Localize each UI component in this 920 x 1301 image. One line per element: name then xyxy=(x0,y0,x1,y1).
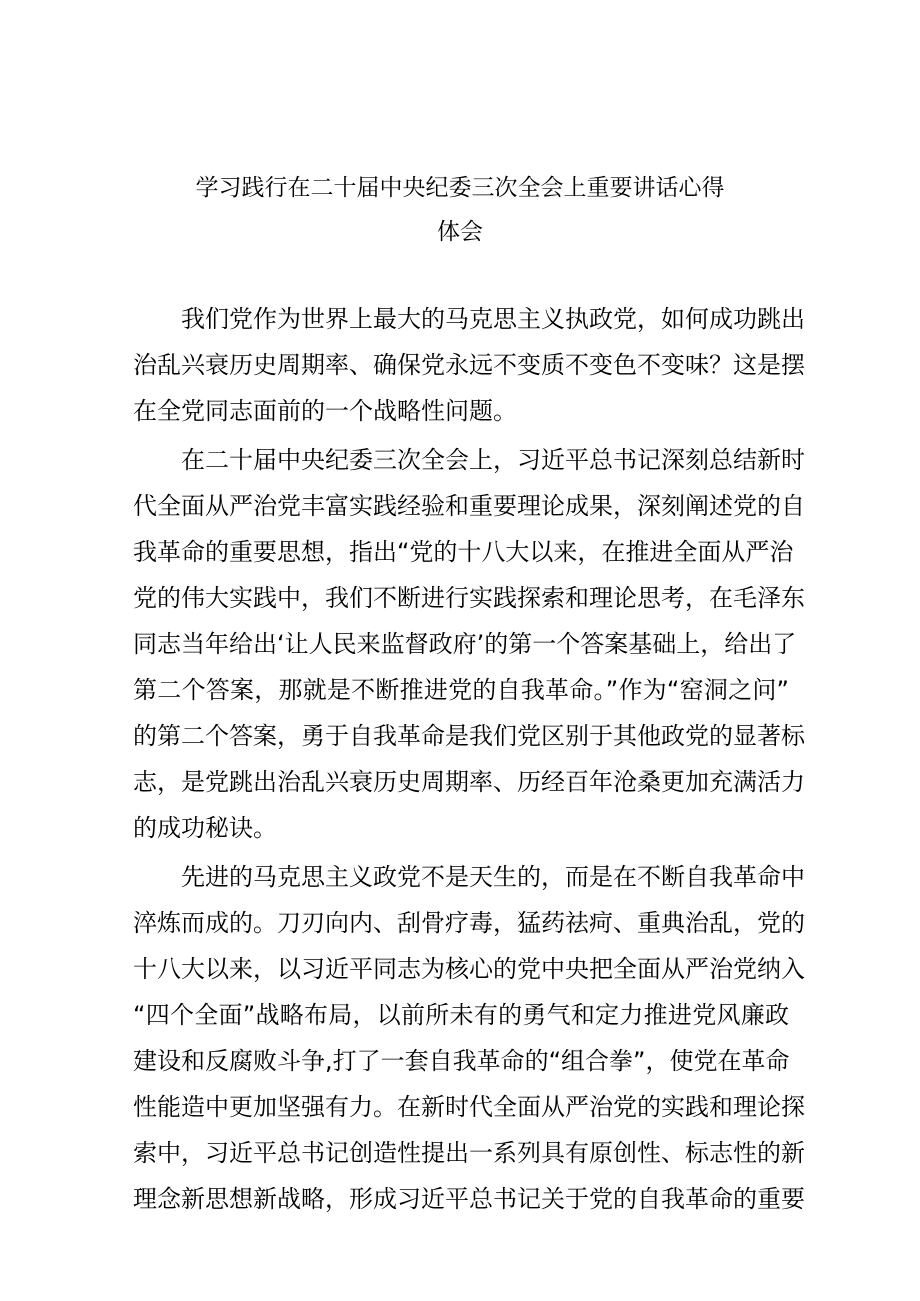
text-line: 代全面从严治党丰富实践经验和重要理论成果，深刻阐述党的自 xyxy=(133,492,805,520)
text-line: 淬炼而成的。刀刃向内、刮骨疗毒，猛药祛疴、重典治乱，党的 xyxy=(133,909,805,937)
document-body xyxy=(133,296,805,1222)
text-line: 建设和反腐败斗争,打了一套自我革命的“组合拳”，使党在革命 xyxy=(133,1047,790,1075)
text-line: 十八大以来，以习近平同志为核心的党中央把全面从严治党纳入 xyxy=(133,955,805,983)
text-line: 治乱兴衰历史周期率、确保党永远不变质不变色不变味？这是摆 xyxy=(133,351,805,379)
text-line: 先进的马克思主义政党不是天生的，而是在不断自我革命中 xyxy=(181,863,805,891)
text-line: 的成功秘诀。 xyxy=(133,814,277,842)
text-line: “四个全面”战略布局，以前所未有的勇气和定力推进党风廉政 xyxy=(133,1001,789,1029)
text-line: 性能造中更加坚强有力。在新时代全面从严治党的实践和理论探 xyxy=(133,1093,805,1121)
title-line: 体会 xyxy=(437,219,483,245)
text-line: 在全党同志面前的一个战略性问题。 xyxy=(133,397,517,425)
text-line: 索中，习近平总书记创造性提出一系列具有原创性、标志性的新 xyxy=(133,1139,805,1167)
text-line: 第二个答案，那就是不断推进党的自我革命。”作为“窑洞之问” xyxy=(133,676,789,704)
paragraph xyxy=(133,437,805,851)
text-line: 我革命的重要思想，指出“党的十八大以来，在推进全面从严治 xyxy=(133,538,794,566)
text-line: 理念新思想新战略，形成习近平总书记关于党的自我革命的重要 xyxy=(133,1185,805,1213)
text-line: 党的伟大实践中，我们不断进行实践探索和理论思考，在毛泽东 xyxy=(133,584,805,612)
text-line: 的第二个答案，勇于自我革命是我们党区别于其他政党的显著标 xyxy=(133,722,805,750)
text-line: 我们党作为世界上最大的马克思主义执政党，如何成功跳出 xyxy=(181,305,805,333)
text-line: 在二十届中央纪委三次全会上，习近平总书记深刻总结新时 xyxy=(181,446,805,474)
document-title xyxy=(120,166,800,254)
title-line: 学习践行在二十届中央纪委三次全会上重要讲话心得 xyxy=(195,175,725,201)
text-line: 同志当年给出‘让人民来监督政府’的第一个答案基础上，给出了 xyxy=(133,630,797,658)
text-line: 志，是党跳出治乱兴衰历史周期率、历经百年沧桑更加充满活力 xyxy=(133,768,805,796)
paragraph xyxy=(133,296,805,434)
paragraph xyxy=(133,854,805,1222)
